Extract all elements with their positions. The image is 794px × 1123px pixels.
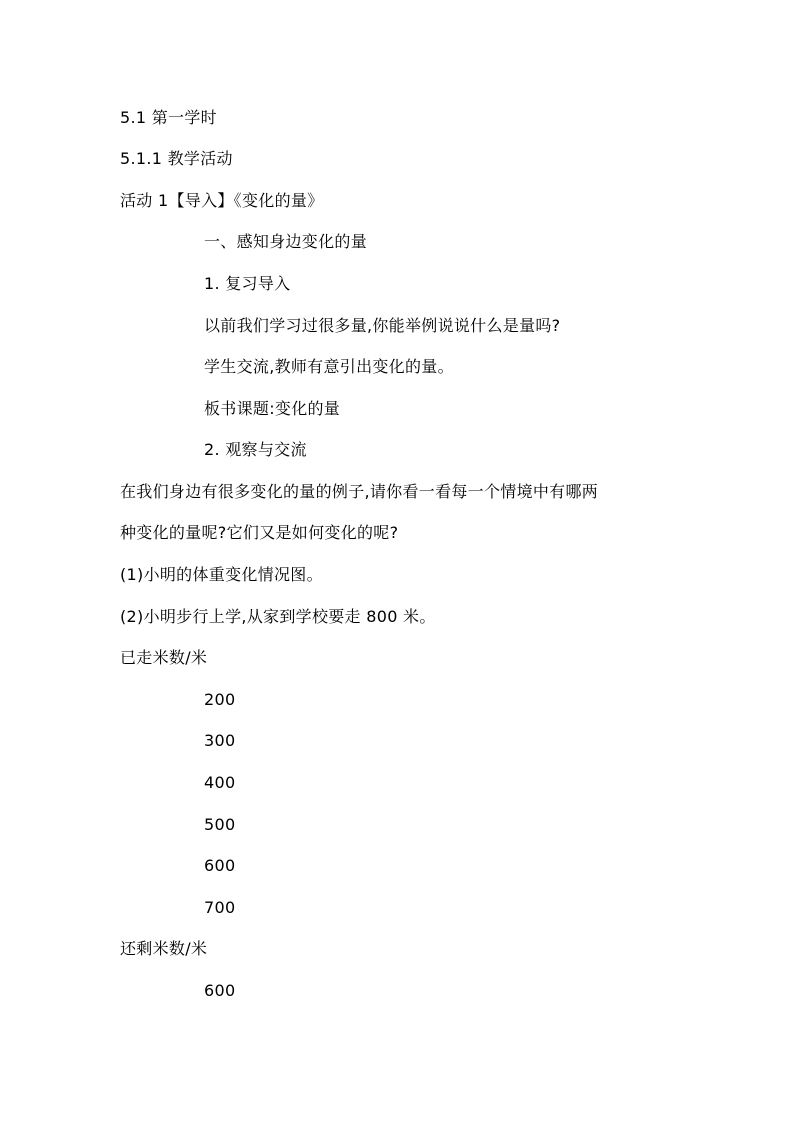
remaining-value: 600 [204,981,236,1000]
walked-value: 400 [204,773,236,792]
step2-heading: 2. 观察与交流 [204,440,307,459]
activity-title: 活动 1【导入】《变化的量》 [120,191,324,210]
walked-label: 已走米数/米 [120,648,208,667]
subsection-heading: 5.1.1 教学活动 [120,149,233,168]
step2-intro-line1: 在我们身边有很多变化的量的例子,请你看一看每一个情境中有哪两 [120,482,599,501]
walked-value: 300 [204,731,236,750]
step2-intro-line2: 种变化的量呢?它们又是如何变化的呢? [120,523,399,542]
situation-1: (1)小明的体重变化情况图。 [120,565,323,584]
walked-value: 700 [204,898,236,917]
part-heading: 一、感知身边变化的量 [204,232,368,251]
situation-2: (2)小明步行上学,从家到学校要走 800 米。 [120,607,436,626]
section-heading: 5.1 第一学时 [120,108,217,127]
step1-board: 板书课题:变化的量 [204,399,341,418]
walked-value: 500 [204,815,236,834]
remaining-label: 还剩米数/米 [120,939,208,958]
step1-question: 以前我们学习过很多量,你能举例说说什么是量吗? [204,316,561,335]
step1-heading: 1. 复习导入 [204,274,291,293]
step1-exchange: 学生交流,教师有意引出变化的量。 [204,357,454,376]
walked-value: 200 [204,690,236,709]
walked-value: 600 [204,856,236,875]
